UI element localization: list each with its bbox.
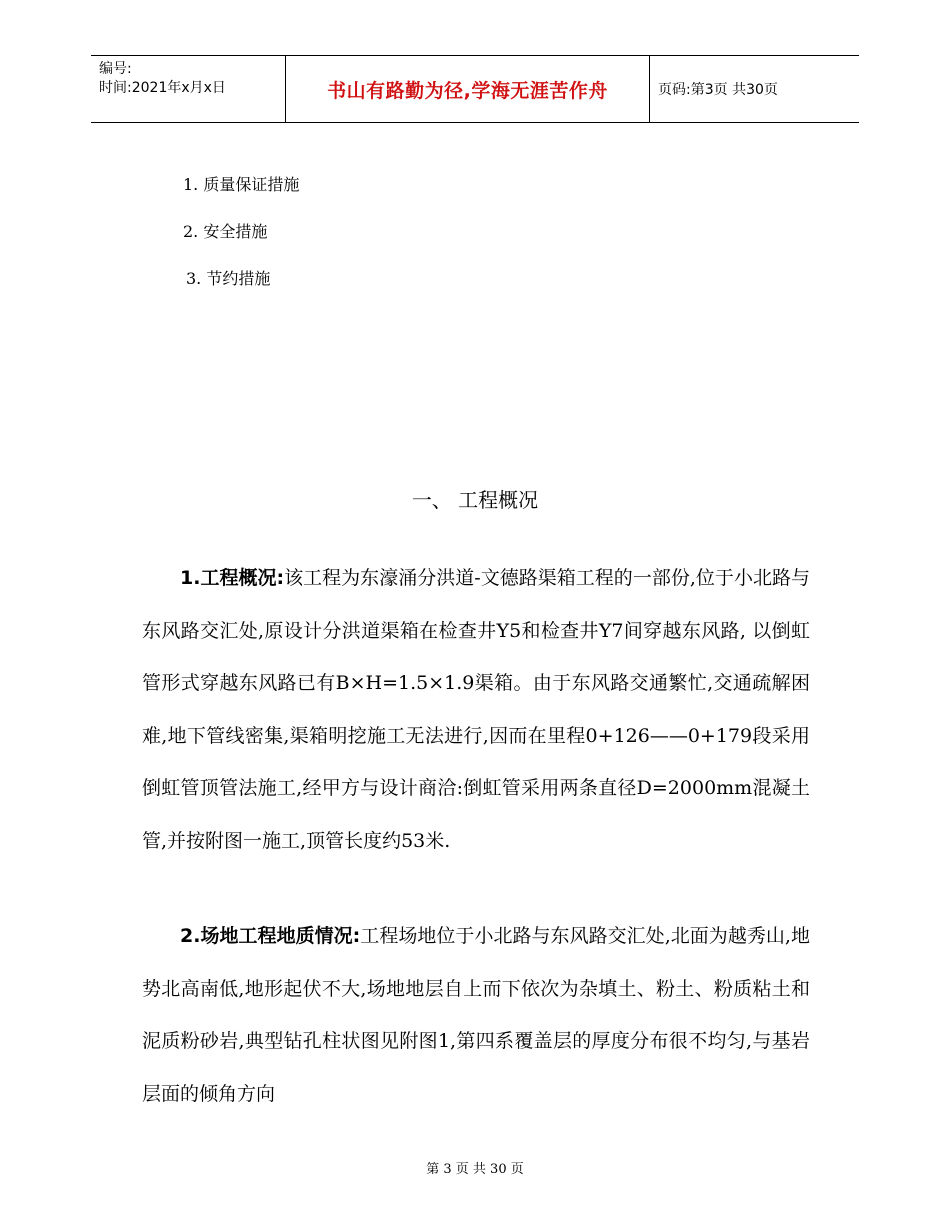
paragraph-geology-lead: 2.场地工程地质情况: xyxy=(180,925,361,947)
paragraph-overview-lead: 1.工程概况: xyxy=(180,567,285,589)
section-heading: 一、 工程概况 xyxy=(411,488,539,512)
toc-item-safety: 2. 安全措施 xyxy=(183,222,268,241)
header-motto-cell xyxy=(285,56,650,122)
page-header xyxy=(91,55,859,123)
motto-text: 书山有路勤为径,学海无涯苦作舟 xyxy=(327,79,608,102)
page-footer: 第 3 页 共 30 页 xyxy=(426,1162,524,1177)
paragraph-overview-text: 该工程为东濠涌分洪道-文德路渠箱工程的一部份,位于小北路与东风路交汇处,原设计分洪道渠箱在检查井Y5和检查井Y7间穿越东风路, 以倒虹管形式穿越东风路已有B×H=1.5×1.9渠箱。由于东风路交通繁忙,交通疏解困难,地下管线密集,渠箱明挖施工无法进行,因而在里程0+126——0+179段采用倒虹管顶管法施工,经甲方与设计商洽:倒虹管采用两条直径D=2000mm混凝土管,并按附图一施工,顶管长度约53米. xyxy=(142,567,810,852)
header-meta xyxy=(99,60,226,98)
paragraph-geology xyxy=(142,910,810,1120)
toc-item-saving: 3. 节约措施 xyxy=(186,269,271,288)
toc-item-quality: 1. 质量保证措施 xyxy=(183,175,300,194)
document-number-label: 编号: xyxy=(99,61,132,77)
paragraph-geology-text: 工程场地位于小北路与东风路交汇处,北面为越秀山,地势北高南低,地形起伏不大,场地地层自上而下依次为杂填土、粉土、粉质粘土和泥质粉砂岩,典型钻孔柱状图见附图1,第四系覆盖层的厚度分布很不均匀,与基岩层面的倾角方向 xyxy=(142,925,810,1105)
document-time-label: 时间:2021年x月x日 xyxy=(99,80,226,96)
paragraph-overview xyxy=(142,552,810,867)
page-info-text: 页码:第3页 共30页 xyxy=(658,82,778,98)
header-page-info xyxy=(658,56,778,122)
